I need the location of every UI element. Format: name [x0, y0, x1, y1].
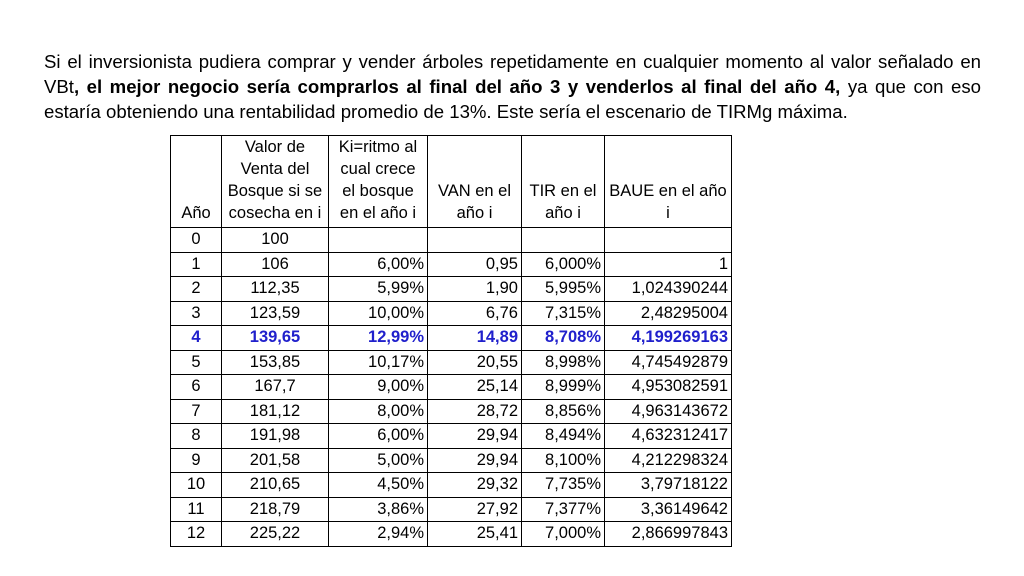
paragraph-intro: Si el inversionista pudiera comprar y vender árboles repetidamente en cualquier momento al valor señalado en VBt [44, 51, 981, 97]
cell-valor-venta: 181,12 [222, 399, 329, 424]
cell-ano: 7 [171, 399, 222, 424]
table-row [171, 375, 732, 400]
table-body [171, 228, 732, 547]
cell-tir: 7,000% [522, 522, 605, 547]
cell-van [428, 228, 522, 253]
cell-ano: 4 [171, 326, 222, 351]
cell-valor-venta: 139,65 [222, 326, 329, 351]
table-row [171, 301, 732, 326]
paragraph-conclusion: ya que con eso estaría obteniendo una rentabilidad promedio de 13%. Este sería el escenario de TIRMg máxima. [44, 76, 981, 122]
cell-valor-venta: 100 [222, 228, 329, 253]
explanation-paragraph [44, 49, 981, 124]
table-row [171, 277, 732, 302]
cell-ki: 10,17% [329, 350, 428, 375]
cell-ano: 0 [171, 228, 222, 253]
cell-ano: 9 [171, 448, 222, 473]
table-row [171, 252, 732, 277]
table-row [171, 448, 732, 473]
cell-baue: 4,212298324 [605, 448, 732, 473]
cell-valor-venta: 167,7 [222, 375, 329, 400]
cell-valor-venta: 112,35 [222, 277, 329, 302]
investment-table [170, 135, 732, 547]
table-row [171, 228, 732, 253]
cell-ano: 6 [171, 375, 222, 400]
cell-valor-venta: 225,22 [222, 522, 329, 547]
cell-ki: 3,86% [329, 497, 428, 522]
cell-van: 25,41 [428, 522, 522, 547]
cell-van: 27,92 [428, 497, 522, 522]
cell-ano: 8 [171, 424, 222, 449]
cell-tir: 8,856% [522, 399, 605, 424]
table-header-row [171, 136, 732, 228]
cell-valor-venta: 123,59 [222, 301, 329, 326]
table-row [171, 326, 732, 351]
cell-van: 28,72 [428, 399, 522, 424]
cell-ki: 4,50% [329, 473, 428, 498]
cell-baue: 2,48295004 [605, 301, 732, 326]
cell-valor-venta: 210,65 [222, 473, 329, 498]
cell-ki: 6,00% [329, 424, 428, 449]
table-row [171, 399, 732, 424]
cell-tir: 8,998% [522, 350, 605, 375]
cell-baue: 1 [605, 252, 732, 277]
cell-baue: 2,866997843 [605, 522, 732, 547]
cell-van: 20,55 [428, 350, 522, 375]
cell-ki: 10,00% [329, 301, 428, 326]
cell-van: 29,94 [428, 424, 522, 449]
cell-van: 29,94 [428, 448, 522, 473]
cell-van: 14,89 [428, 326, 522, 351]
cell-valor-venta: 201,58 [222, 448, 329, 473]
header-ki: Ki=ritmo al cual crece el bosque en el año i [329, 136, 428, 228]
cell-valor-venta: 218,79 [222, 497, 329, 522]
cell-tir: 8,708% [522, 326, 605, 351]
cell-ki: 5,00% [329, 448, 428, 473]
cell-ki: 6,00% [329, 252, 428, 277]
table-row [171, 497, 732, 522]
header-tir: TIR en el año i [522, 136, 605, 228]
header-ano: Año [171, 136, 222, 228]
cell-ki: 5,99% [329, 277, 428, 302]
table-row [171, 522, 732, 547]
cell-ki: 12,99% [329, 326, 428, 351]
cell-ki [329, 228, 428, 253]
cell-ano: 2 [171, 277, 222, 302]
table-row [171, 350, 732, 375]
header-baue: BAUE en el año i [605, 136, 732, 228]
cell-ano: 10 [171, 473, 222, 498]
cell-ki: 8,00% [329, 399, 428, 424]
cell-baue: 4,963143672 [605, 399, 732, 424]
cell-baue: 3,36149642 [605, 497, 732, 522]
cell-van: 25,14 [428, 375, 522, 400]
cell-ano: 1 [171, 252, 222, 277]
paragraph-emphasis: , el mejor negocio sería comprarlos al final del año 3 y venderlos al final del año 4, [73, 76, 841, 97]
cell-tir: 8,100% [522, 448, 605, 473]
cell-tir: 8,999% [522, 375, 605, 400]
cell-baue: 4,953082591 [605, 375, 732, 400]
cell-baue: 4,632312417 [605, 424, 732, 449]
cell-valor-venta: 153,85 [222, 350, 329, 375]
table-row [171, 424, 732, 449]
table-row [171, 473, 732, 498]
cell-ano: 12 [171, 522, 222, 547]
cell-ano: 3 [171, 301, 222, 326]
cell-baue: 1,024390244 [605, 277, 732, 302]
cell-tir: 6,000% [522, 252, 605, 277]
cell-baue: 3,79718122 [605, 473, 732, 498]
cell-tir [522, 228, 605, 253]
cell-baue: 4,199269163 [605, 326, 732, 351]
cell-van: 6,76 [428, 301, 522, 326]
cell-tir: 7,735% [522, 473, 605, 498]
cell-ano: 5 [171, 350, 222, 375]
cell-baue [605, 228, 732, 253]
cell-ki: 9,00% [329, 375, 428, 400]
cell-tir: 7,377% [522, 497, 605, 522]
cell-valor-venta: 191,98 [222, 424, 329, 449]
cell-baue: 4,745492879 [605, 350, 732, 375]
cell-ki: 2,94% [329, 522, 428, 547]
cell-tir: 5,995% [522, 277, 605, 302]
cell-van: 1,90 [428, 277, 522, 302]
header-valor-venta: Valor de Venta del Bosque si se cosecha en i [222, 136, 329, 228]
cell-ano: 11 [171, 497, 222, 522]
cell-valor-venta: 106 [222, 252, 329, 277]
cell-van: 29,32 [428, 473, 522, 498]
header-van: VAN en el año i [428, 136, 522, 228]
cell-tir: 8,494% [522, 424, 605, 449]
cell-tir: 7,315% [522, 301, 605, 326]
cell-van: 0,95 [428, 252, 522, 277]
